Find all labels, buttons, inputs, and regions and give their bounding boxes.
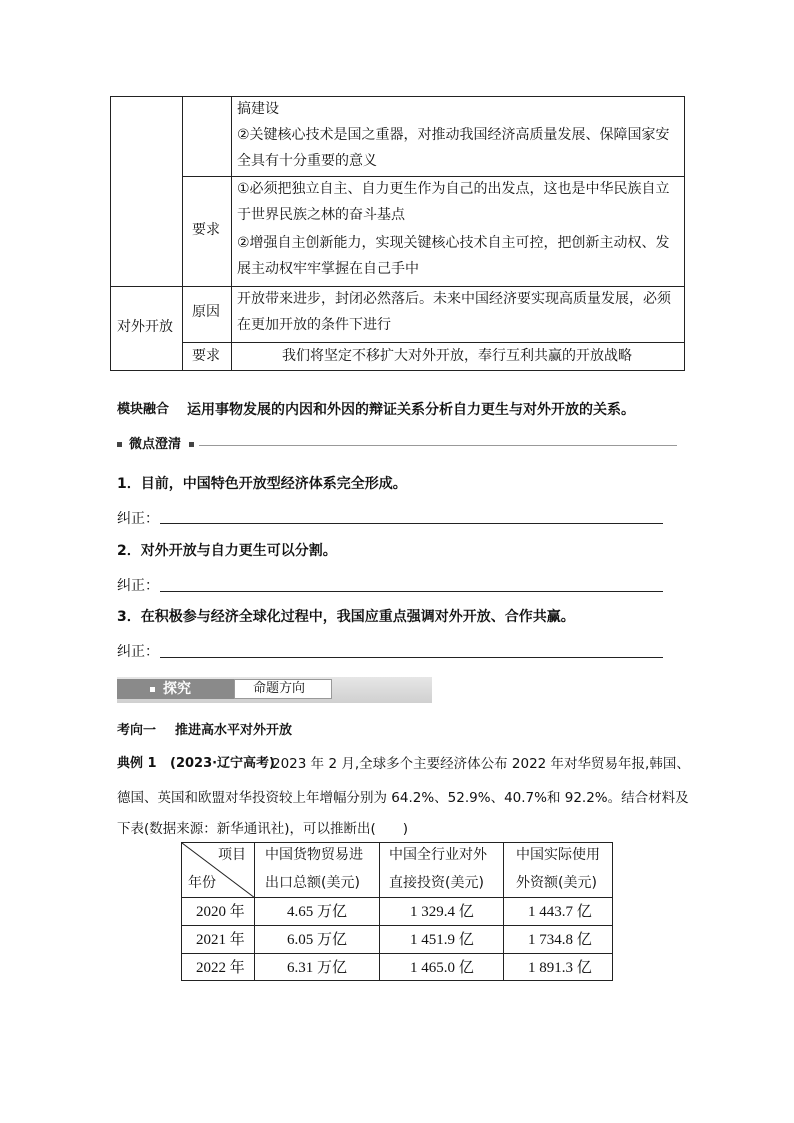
module-label: 模块融合 [117,402,170,417]
year-cell: 2021 年 [196,932,245,948]
row1-line: 全具有十分重要的意义 [237,153,377,169]
direction-label: 考向一 [117,723,157,738]
table-row [181,953,255,981]
table-cell-blank2 [182,96,232,177]
table-cell-group [110,286,183,371]
value-text: 1 443.7 亿 [528,904,592,920]
example-line-2: 德国、英国和欧盟对华投资较上年增幅分别为 64.2%、52.9%、40.7%和 92.2%。结合材料及 [117,790,689,806]
corner-bottom: 年份 [188,875,216,891]
value-text: 1 734.8 亿 [528,932,592,948]
header-cell [379,842,504,898]
table-cell-row3 [231,286,685,343]
corner-top: 项目 [218,847,246,863]
banner-tab [234,679,332,699]
row1-line: 搞建设 [237,101,279,117]
banner-tab-text: 命题方向 [253,681,306,696]
row3-line: 开放带来进步，封闭必然落后。未来中国经济要实现高质量发展，必须 [237,291,671,307]
correct-label-3: 纠正： [117,644,159,660]
weidian-title: 微点澄清 [129,437,182,452]
example-source: (2023·辽宁高考) [170,756,276,771]
table-cell-row2 [231,176,685,287]
question-2: 2．对外开放与自力更生可以分割。 [117,543,337,559]
value-cell [254,897,380,926]
year-cell: 2022 年 [196,960,245,976]
value-cell [254,925,380,954]
example-line-1: 2023 年 2 月,全球多个主要经济体公布 2022 年对华贸易年报,韩国、 [272,756,690,772]
correct-label-1: 纠正： [117,511,159,527]
value-cell [503,897,613,926]
header-cell [503,842,613,898]
table-cell-row1 [231,96,685,177]
header-line: 直接投资(美元) [389,875,484,891]
reason-label: 原因 [192,304,220,320]
row3-line: 在更加开放的条件下进行 [237,317,391,333]
table-cell-req-label [182,176,232,287]
table-cell-row4 [231,342,685,371]
data-table [181,842,613,981]
header-line: 中国全行业对外 [389,847,487,863]
row2-line: ①必须把独立自主、自力更生作为自己的出发点，这也是中华民族自立 [237,181,670,197]
table-cell-req2-label [182,342,232,371]
banner-left-text: 探究 [163,681,191,697]
weidian-heading [117,436,677,454]
value-cell [254,953,380,981]
row2-line: 于世界民族之林的奋斗基点 [237,207,405,223]
value-text: 6.05 万亿 [287,932,348,948]
requirement-label-2: 要求 [192,348,220,364]
value-cell [379,925,504,954]
table-cell-reason-label [182,286,232,343]
question-3: 3．在积极参与经济全球化过程中，我国应重点强调对外开放、合作共赢。 [117,609,575,625]
divider [199,445,677,446]
square-bullet-icon [189,442,194,447]
header-cell [254,842,380,898]
header-line: 外资额(美元) [516,875,597,891]
answer-line-2[interactable] [160,591,663,592]
value-cell [379,953,504,981]
square-bullet-icon [150,687,155,692]
row2-line: ②增强自主创新能力，实现关键核心技术自主可控，把创新主动权、发 [237,235,670,251]
value-text: 1 329.4 亿 [410,904,474,920]
answer-line-1[interactable] [160,523,663,524]
direction-title: 推进高水平对外开放 [175,723,293,738]
banner-left [117,679,234,699]
table-row [181,897,255,926]
example-label: 典例 1 [117,756,157,771]
module-text: 运用事物发展的内因和外因的辩证关系分析自力更生与对外开放的关系。 [187,402,635,418]
answer-line-3[interactable] [160,657,663,658]
group-label: 对外开放 [117,319,173,335]
value-text: 4.65 万亿 [287,904,348,920]
question-1: 1．目前，中国特色开放型经济体系完全形成。 [117,476,407,492]
value-cell [503,953,613,981]
header-line: 出口总额(美元) [265,875,360,891]
corner-cell [181,842,255,898]
table-cell-blank [110,96,183,287]
value-text: 1 451.9 亿 [410,932,474,948]
section-banner [117,677,432,703]
row1-line: ②关键核心技术是国之重器，对推动我国经济高质量发展、保障国家安 [237,127,670,143]
value-text: 1 891.3 亿 [528,960,592,976]
header-line: 中国实际使用 [516,847,600,863]
row4-text: 我们将坚定不移扩大对外开放，奉行互利共赢的开放战略 [282,348,632,364]
requirement-label: 要求 [192,222,220,238]
table-row [181,925,255,954]
row2-line: 展主动权牢牢掌握在自己手中 [237,261,419,277]
value-cell [379,897,504,926]
correct-label-2: 纠正： [117,578,159,594]
year-cell: 2020 年 [196,904,245,920]
value-text: 6.31 万亿 [287,960,348,976]
example-line-3: 下表(数据来源：新华通讯社)，可以推断出( ) [117,821,409,837]
square-bullet-icon [117,442,122,447]
header-line: 中国货物贸易进 [265,847,363,863]
value-cell [503,925,613,954]
value-text: 1 465.0 亿 [410,960,474,976]
